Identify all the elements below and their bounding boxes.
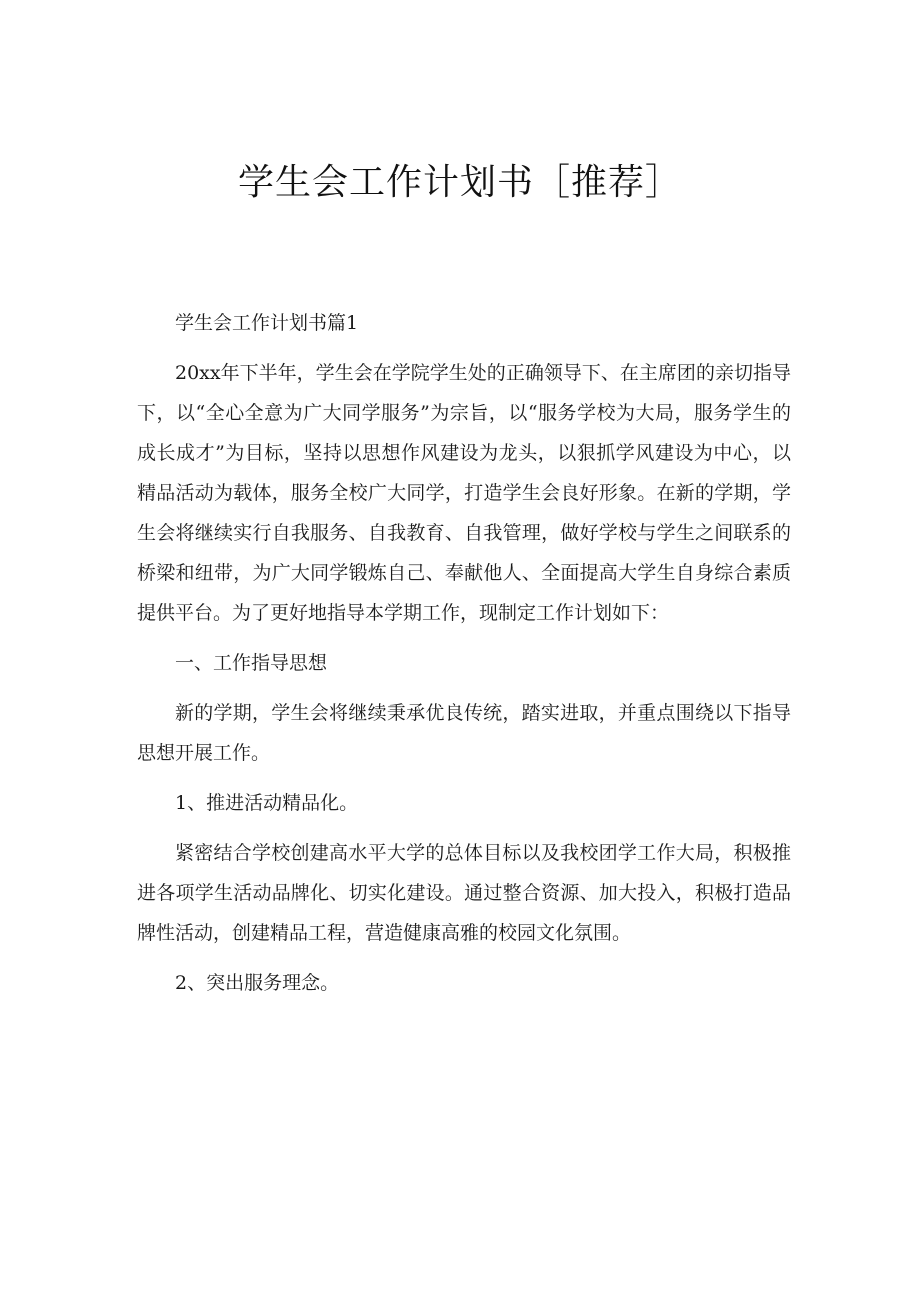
section-heading-part-1: 学生会工作计划书篇1	[175, 312, 359, 334]
subheading-service-concept: 2、突出服务理念。	[175, 972, 340, 994]
document-body	[137, 303, 791, 1013]
section-heading-guiding-ideology: 一、工作指导思想	[175, 652, 328, 674]
activity-quality-paragraph: 紧密结合学校创建高水平大学的总体目标以及我校团学工作大局，积极推进各项学生活动品牌化、切实化建设。通过整合资源、加大投入，积极打造品牌性活动，创建精品工程，营造健康高雅的校园文化氛围。	[137, 842, 791, 944]
document-title: 学生会工作计划书［推荐］	[237, 162, 682, 203]
intro-paragraph: 20xx年下半年，学生会在学院学生处的正确领导下、在主席团的亲切指导下，以“全心全意为广大同学服务”为宗旨，以“服务学校为大局，服务学生的成长成才”为目标，坚持以思想作风建设为龙头，以狠抓学风建设为中心，以精品活动为载体，服务全校广大同学，打造学生会良好形象。在新的学期，学生会将继续实行自我服务、自我教育、自我管理，做好学校与学生之间联系的桥梁和纽带，为广大同学锻炼自己、奉献他人、全面提高大学生自身综合素质提供平台。为了更好地指导本学期工作，现制定工作计划如下：	[137, 362, 791, 624]
guiding-ideology-paragraph: 新的学期，学生会将继续秉承优良传统，踏实进取，并重点围绕以下指导思想开展工作。	[137, 702, 791, 764]
subheading-activity-quality: 1、推进活动精品化。	[175, 792, 359, 814]
